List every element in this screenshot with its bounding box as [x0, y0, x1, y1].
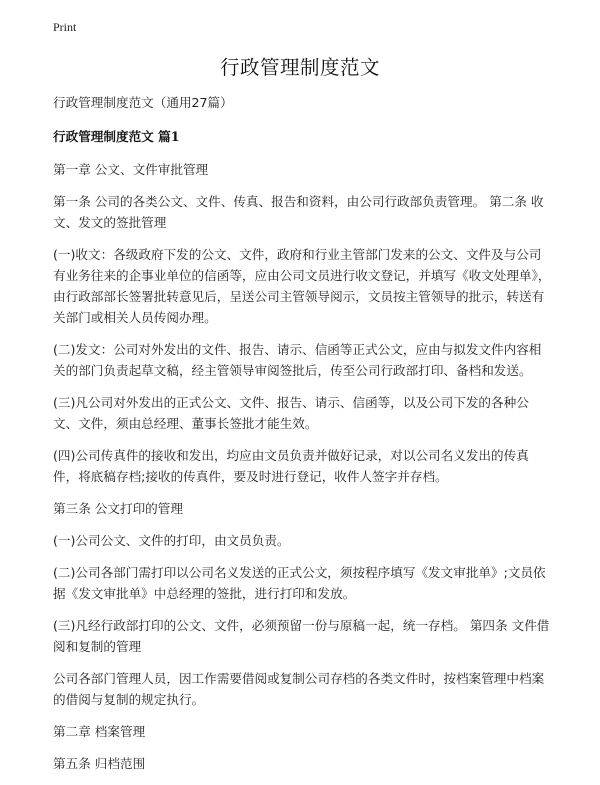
- paragraph: 第二章 档案管理: [53, 724, 146, 739]
- paragraph: (四)公司传真件的接收和发出，均应由文员负责并做好记录，对以公司名义发出的传真件，将底稿存档;接收的传真件，要及时进行登记，收件人签字并存档。: [53, 448, 529, 484]
- paragraph: (三)凡经行政部打印的公文、文件，必须预留一份与原稿一起，统一存档。 第四条 文件借阅和复制的管理: [53, 618, 550, 654]
- paragraph: (一)公司公文、文件的打印，由文员负责。: [53, 533, 290, 548]
- section-heading: 行政管理制度范文 篇1: [53, 129, 180, 144]
- document-body: [53, 92, 553, 785]
- paragraph: (三)凡公司对外发出的正式公文、文件、报告、请示、信函等，以及公司下发的各种公文、文件，须由总经理、董事长签批才能生效。: [53, 395, 529, 431]
- document-title: 行政管理制度范文: [219, 56, 380, 79]
- document-subtitle: 行政管理制度范文（通用27篇）: [53, 95, 233, 110]
- paragraph: 第三条 公文打印的管理: [53, 501, 183, 516]
- paragraph: 第一条 公司的各类公文、文件、传真、报告和资料，由公司行政部负责管理。 第二条 收文、发文的签批管理: [53, 194, 544, 230]
- paragraph: 第五条 归档范围: [53, 756, 146, 771]
- paragraph: (二)发文：公司对外发出的文件、报告、请示、信函等正式公文，应由与拟发文件内容相关的部门负责起草文稿，经主管领导审阅签批后，传至公司行政部打印、备档和发送。: [53, 342, 542, 378]
- print-link[interactable]: Print: [53, 20, 77, 34]
- paragraph: 公司各部门管理人员，因工作需要借阅或复制公司存档的各类文件时，按档案管理中档案的借阅与复制的规定执行。: [53, 671, 545, 707]
- paragraph: (一)收文：各级政府下发的公文、文件，政府和行业主管部门发来的公文、文件及与公司有业务往来的企事业单位的信函等，应由公司文员进行收文登记，并填写《收文处理单》，由行政部部长签署批转意见后，呈送公司主管领导阅示，文员按主管领导的批示，转送有关部门或相关人员传阅办理。: [53, 247, 551, 325]
- paragraph: 第一章 公文、文件审批管理: [53, 162, 209, 177]
- paragraph: (二)公司各部门需打印以公司名义发送的正式公文，须按程序填写《发文审批单》;文员依据《发文审批单》中总经理的签批，进行打印和发放。: [53, 565, 546, 601]
